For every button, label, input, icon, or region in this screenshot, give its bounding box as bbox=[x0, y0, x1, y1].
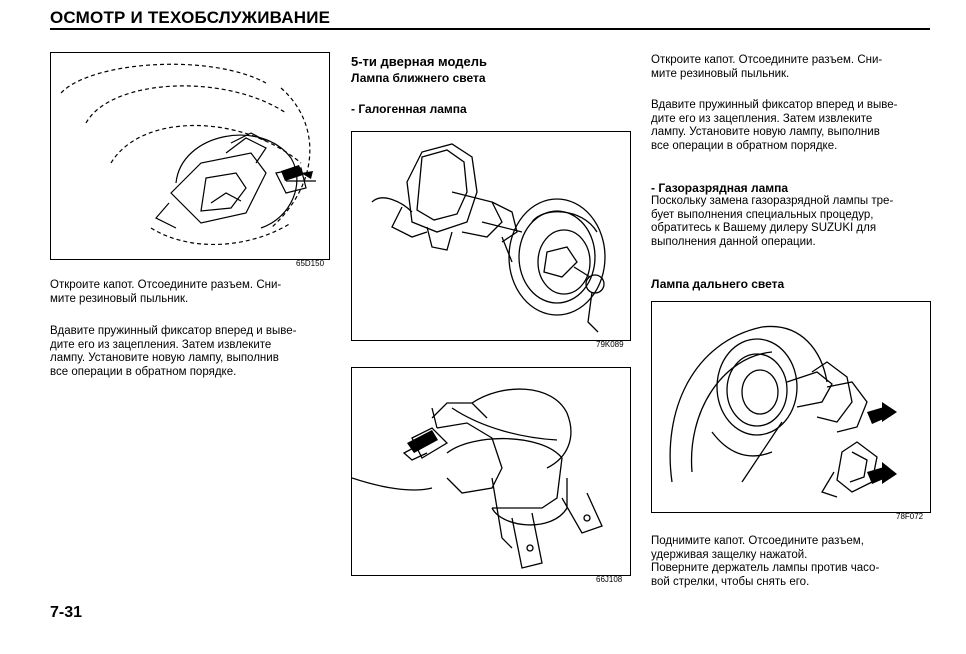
halogen-bulb-illustration bbox=[352, 132, 630, 340]
text-line: Вдавите пружинный фиксатор вперед и выве- bbox=[651, 99, 898, 111]
headlight-rear-illustration bbox=[51, 53, 329, 259]
text-line: Откроите капот. Отсоедините разъем. Сни- bbox=[50, 279, 282, 291]
text-line: все операции в обратном порядке. bbox=[50, 365, 237, 378]
right-paragraph-2 bbox=[651, 99, 929, 153]
high-beam-bulb-illustration bbox=[652, 302, 930, 512]
section-header: ОСМОТР И ТЕХОБСЛУЖИВАНИЕ bbox=[50, 8, 331, 27]
right-paragraph-3 bbox=[651, 535, 929, 589]
text-line: мите резиновый пыльник. bbox=[50, 292, 189, 305]
text-line: все операции в обратном порядке. bbox=[651, 139, 838, 152]
page-number: 7-31 bbox=[50, 604, 83, 621]
text-line: Поскольку замена газоразрядной лампы тре- bbox=[651, 195, 894, 207]
figure-code: 78F072 bbox=[896, 512, 924, 521]
text-line: дите его из зацепления. Затем извлеките bbox=[651, 112, 873, 125]
figure-66j108 bbox=[351, 367, 631, 576]
text-line: мите резиновый пыльник. bbox=[651, 67, 790, 80]
text-line: обратитесь к Вашему дилеру SUZUKI для bbox=[651, 222, 877, 234]
figure-78f072 bbox=[651, 301, 931, 513]
text-line: Вдавите пружинный фиксатор вперед и выве- bbox=[50, 325, 297, 337]
figure-79k089 bbox=[351, 131, 631, 341]
figure-code: 66J108 bbox=[596, 575, 623, 584]
low-beam-title: Лампа ближнего света bbox=[351, 71, 486, 85]
text-line: удерживая защелку нажатой. bbox=[651, 548, 808, 561]
xenon-heading: - Газоразрядная лампа bbox=[651, 181, 789, 195]
text-line: лампу. Установите новую лампу, выполнив bbox=[50, 352, 279, 364]
text-line: выполнения данной операции. bbox=[651, 235, 816, 248]
figure-code: 79K089 bbox=[596, 340, 624, 349]
figure-code: 65D150 bbox=[296, 259, 325, 268]
left-paragraph-2 bbox=[50, 325, 328, 379]
text-line: дите его из зацепления. Затем извлеките bbox=[50, 338, 272, 351]
low-beam-heading: - Галогенная лампа bbox=[351, 102, 467, 116]
text-line: Поднимите капот. Отсоедините разъем, bbox=[651, 535, 864, 547]
bulb-socket-illustration bbox=[352, 368, 630, 575]
text-line: Откроите капот. Отсоедините разъем. Сни- bbox=[651, 54, 883, 66]
high-beam-heading: Лампа дальнего света bbox=[651, 277, 785, 291]
figure-65d150 bbox=[50, 52, 330, 260]
left-paragraph-1 bbox=[50, 279, 328, 306]
text-line: Поверните держатель лампы против часо- bbox=[651, 562, 880, 574]
text-line: вой стрелки, чтобы снять его. bbox=[651, 575, 810, 588]
xenon-paragraph bbox=[651, 195, 929, 249]
header-rule bbox=[50, 28, 930, 30]
text-line: лампу. Установите новую лампу, выполнив bbox=[651, 126, 880, 138]
right-paragraph-1 bbox=[651, 54, 929, 81]
model-heading: 5-ти дверная модель bbox=[351, 54, 487, 69]
text-line: бует выполнения специальных процедур, bbox=[651, 208, 874, 221]
